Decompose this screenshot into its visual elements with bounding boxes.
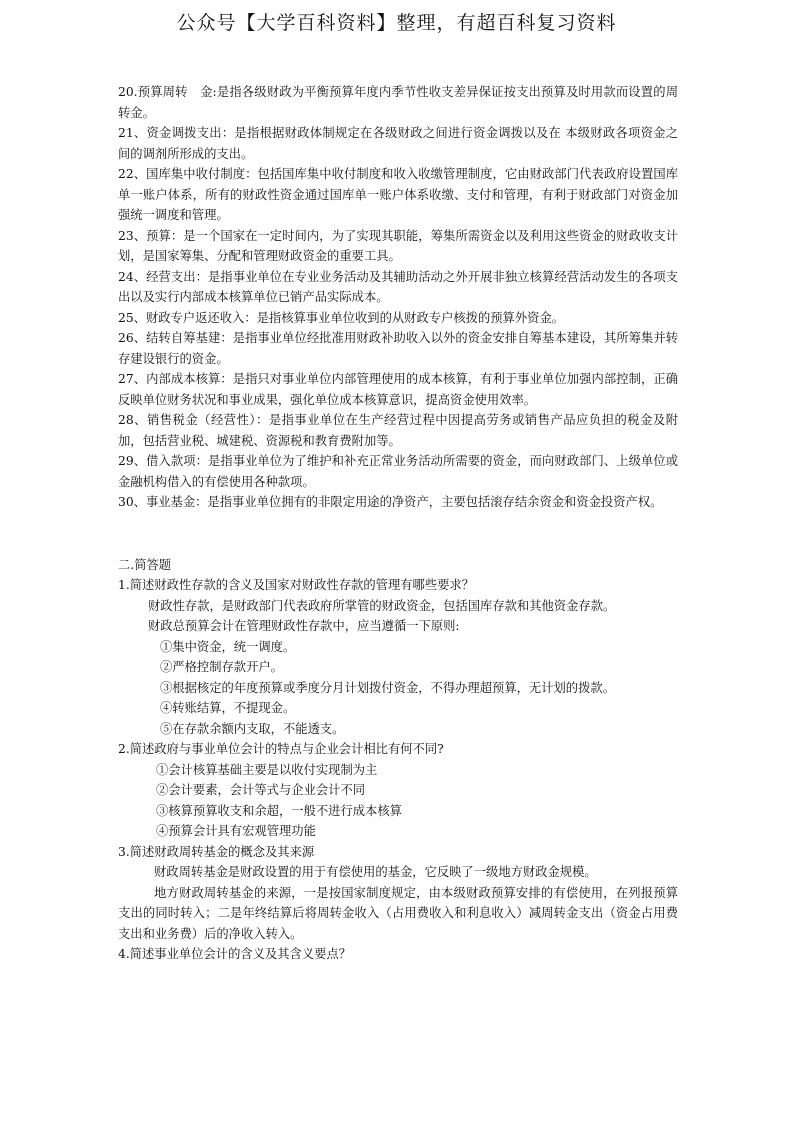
answer-1-item: ④转账结算，不提现金。 xyxy=(160,701,296,715)
definition-21: 21、资金调拨支出：是指根据财政体制规定在各级财政之间进行资金调拨以及在 本级财政各项资金之间的调剂所形成的支出。 xyxy=(118,126,678,161)
answer-3-paragraph-1: 财政周转基金是财政设置的用于有偿使用的基金，它反映了一级地方财政金规模。 xyxy=(154,865,597,879)
answer-2-item: ④预算会计具有宏观管理功能 xyxy=(156,824,316,838)
definition-27: 27、内部成本核算：是指只对事业单位内部管理使用的成本核算，有利于事业单位加强内部控制，正确反映单位财务状况和事业成果，强化单位成本核算意识，提高资金使用效率。 xyxy=(118,372,678,407)
answer-2-item: ①会计核算基础主要是以收付实现制为主 xyxy=(156,762,378,777)
answer-3-paragraph-2: 地方财政周转基金的来源，一是按国家制度规定，由本级财政预算安排的有偿使用，在列报预算支出的同时转入；二是年终结算后将周转金收入（占用费收入和利息收入）减周转金支出（资金占用费支出和业务费）后的净收入转入。 xyxy=(118,885,678,941)
definition-20: 20.预算周转 金:是指各级财政为平衡预算年度内季节性收支差异保证按支出预算及时用款而设置的周转金。 xyxy=(118,85,678,120)
question-1: 1.简述财政性存款的含义及国家对财政性存款的管理有哪些要求？ xyxy=(118,578,475,592)
answer-1-paragraph-1: 财政性存款，是财政部门代表政府所掌管的财政资金，包括国库存款和其他资金存款。 xyxy=(148,598,616,613)
definition-24: 24、经营支出：是指事业单位在专业业务活动及其辅助活动之外开展非独立核算经营活动发生的各项支出以及实行内部成本核算单位已销产品实际成本。 xyxy=(118,269,678,304)
answer-1-item: ③根据核定的年度预算或季度分月计划拨付资金，不得办理超预算，无计划的拨款。 xyxy=(160,680,615,695)
definition-30: 30、事业基金：是指事业单位拥有的非限定用途的净资产，主要包括滚存结余资金和资金投资产权。 xyxy=(118,495,663,509)
question-3: 3.简述财政周转基金的概念及其来源 xyxy=(118,844,315,859)
answer-1-item: ②严格控制存款开户。 xyxy=(160,660,283,674)
question-4: 4.简述事业单位会计的含义及其含义要点？ xyxy=(118,947,352,961)
definition-23: 23、预算：是一个国家在一定时间内，为了实现其职能，筹集所需资金以及利用这些资金的财政收支计划，是国家筹集、分配和管理财政资金的重要工具。 xyxy=(118,228,678,263)
definition-29: 29、借入款项：是指事业单位为了维护和补充正常业务活动所需要的资金，而向财政部门、上级单位或金融机构借入的有偿使用各种款项。 xyxy=(118,454,678,489)
definition-22: 22、国库集中收付制度：包括国库集中收付制度和收入收缴管理制度，它由财政部门代表政府设置国库单一账户体系，所有的财政性资金通过国库单一账户体系收缴、支付和管理，有利于财政部门对资金加强统一调度和管理。 xyxy=(118,167,678,222)
answer-2-item: ③核算预算收支和余超，一般不进行成本核算 xyxy=(156,803,402,818)
question-2: 2.简述政府与事业单位会计的特点与企业会计相比有何不同? xyxy=(118,742,444,756)
section-gap xyxy=(118,513,678,555)
answer-2-item: ②会计要素，会计等式与企业会计不同 xyxy=(156,783,366,797)
answer-1-item: ①集中资金，统一调度。 xyxy=(160,639,296,654)
answer-1-item: ⑤在存款余额内支取，不能透支。 xyxy=(160,721,345,736)
answer-1-paragraph-2: 财政总预算会计在管理财政性存款中，应当遵循一下原则: xyxy=(148,619,460,633)
definition-26: 26、结转自筹基建：是指事业单位经批准用财政补助收入以外的资金安排自筹基本建设，其所筹集并转存建设银行的资金。 xyxy=(118,331,678,366)
definition-28: 28、销售税金（经营性）：是指事业单位在生产经营过程中因提高劳务或销售产品应负担的税金及附加，包括营业税、城建税、资源税和教育费附加等。 xyxy=(118,413,678,448)
definition-25: 25、财政专户返还收入：是指核算事业单位收到的从财政专户核拨的预算外资金。 xyxy=(118,310,565,325)
document-body xyxy=(118,82,678,965)
page-header: 公众号【大学百科资料】整理，有超百科复习资料 xyxy=(176,12,617,34)
section-title: 二.简答题 xyxy=(118,557,172,572)
